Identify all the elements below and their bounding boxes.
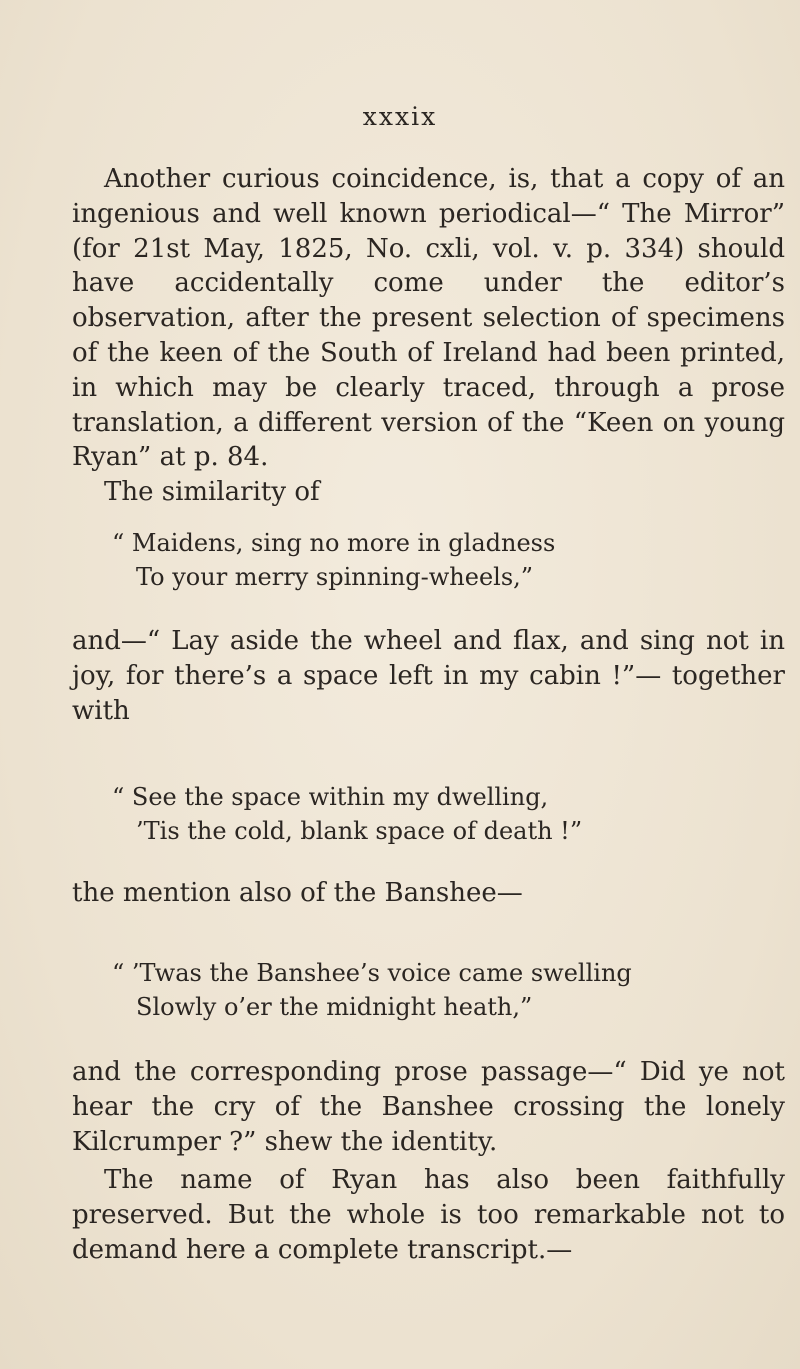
verse-2-line-2: ’Tis the cold, blank space of death !” <box>136 817 583 845</box>
paragraph-name-of-ryan <box>72 1163 785 1267</box>
verse-3-line-1: “ ’Twas the Banshee’s voice came swelling <box>112 959 632 987</box>
verse-1-line-2: To your merry spinning-wheels,” <box>136 563 534 591</box>
verse-2-line-1: “ See the space within my dwelling, <box>112 783 549 811</box>
page-number: xxxix <box>362 102 438 131</box>
paragraph-similarity: The similarity of <box>104 477 320 507</box>
verse-3-line-2: Slowly o’er the midnight heath,” <box>136 993 533 1021</box>
paragraph-coincidence <box>72 162 785 475</box>
verse-1-line-1: “ Maidens, sing no more in gladness <box>112 529 556 557</box>
paragraph-lay-aside: and—“ Lay aside the wheel and flax, and sing not in joy, for there’s a space left in my cabin !”— together with <box>72 626 785 726</box>
paragraph-coincidence-text: Another curious coincidence, is, that a copy of an ingenious and well known periodical—“ The Mirror” (for 21st May, 1825, No. cxli, vol. v. p. 334) should have accidentally come under the editor’s observation, after the present selection of specimens of the keen of the South of Ireland had been printed, in which may be clearly traced, through a prose translation, a different version of the “Keen on young Ryan” at p. 84. <box>72 164 785 473</box>
paragraph-prose-passage: and the corresponding prose passage—“ Did ye not hear the cry of the Banshee crossing the lonely Kilcrumper ?” shew the identity. <box>72 1057 785 1157</box>
paragraph-banshee: the mention also of the Banshee— <box>72 878 523 908</box>
paragraph-name-of-ryan-text: The name of Ryan has also been faithfully preserved. But the whole is too remarkable not to demand here a complete transcript.— <box>72 1165 785 1265</box>
